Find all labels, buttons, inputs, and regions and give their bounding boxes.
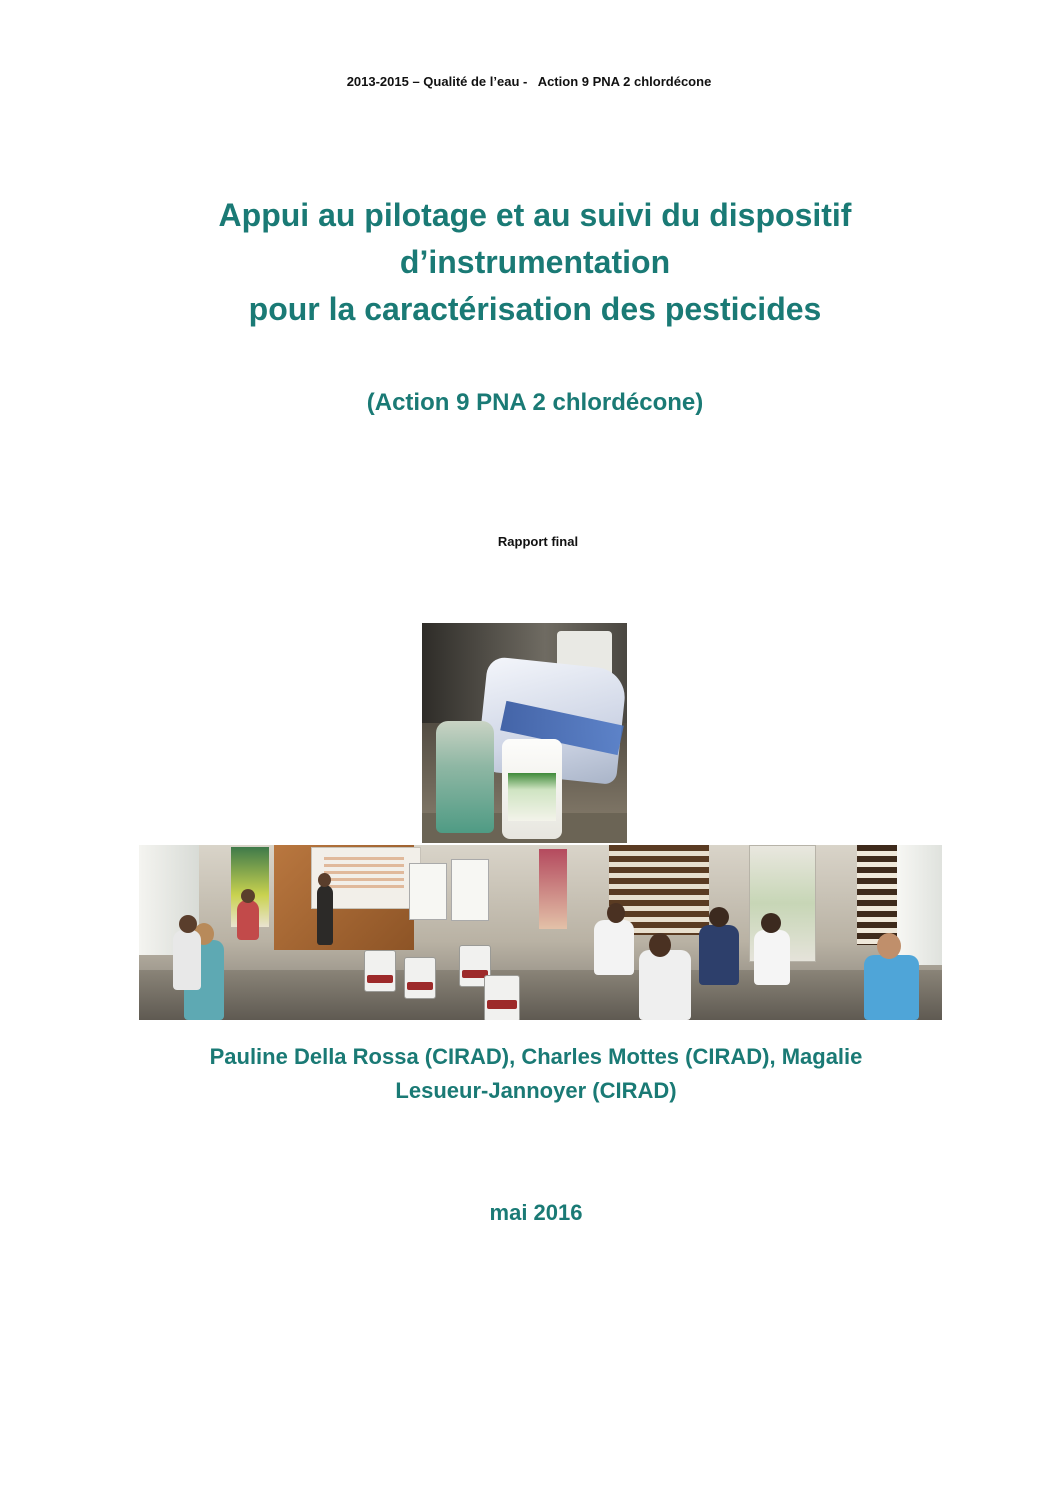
photo-chair-seat [487,1000,517,1009]
photo-attendee [594,920,634,975]
title-line-3: pour la caractérisation des pesticides [248,291,822,327]
photo-attendee [864,955,919,1020]
title-line-2: d’instrumentation [399,244,671,280]
title-line-1: Appui au pilotage et au suivi du dispositif [218,197,852,233]
photo-window-right [897,845,942,965]
photo-slide-content [324,857,404,891]
photo-chair [484,975,520,1020]
photo-attendee [699,925,739,985]
photo-attendee-head [241,889,255,903]
photo-jug-label [508,773,556,821]
photo-green-jug [436,721,494,833]
photo-attendee-head [877,933,901,959]
photo-chair-seat [407,982,433,990]
photo-attendee-head [179,915,197,933]
products-photo [422,623,627,843]
running-header: 2013-2015 – Qualité de l’eau - Action 9 PNA 2 chlordécone [346,74,712,89]
photo-attendee [173,930,201,990]
document-title [60,192,1010,333]
publication-date: mai 2016 [489,1200,583,1225]
photo-presenter [317,885,333,945]
authors-line-2: Lesueur-Jannoyer (CIRAD) [395,1078,677,1103]
photo-attendee-head [607,903,625,923]
photo-attendee [754,930,790,985]
photo-attendee-head [649,933,671,957]
photo-chair [404,957,436,999]
photo-chair [364,950,396,992]
document-subtitle: (Action 9 PNA 2 chlordécone) [366,389,704,416]
meeting-photo [139,845,942,1020]
photo-attendee-head [709,907,729,927]
photo-flipchart-2 [451,859,489,921]
photo-banner-middle [539,849,567,929]
photo-blinds-right [857,845,897,945]
authors-line-1: Pauline Della Rossa (CIRAD), Charles Mottes (CIRAD), Magalie [209,1044,863,1069]
report-type: Rapport final [497,534,579,549]
photo-floor [139,970,942,1020]
photo-attendee-head [761,913,781,933]
photo-flipchart-1 [409,863,447,920]
photo-chair-seat [367,975,393,983]
authors [60,1040,1012,1108]
photo-presenter-head [318,873,331,887]
photo-attendee [237,900,259,940]
photo-attendee [639,950,691,1020]
